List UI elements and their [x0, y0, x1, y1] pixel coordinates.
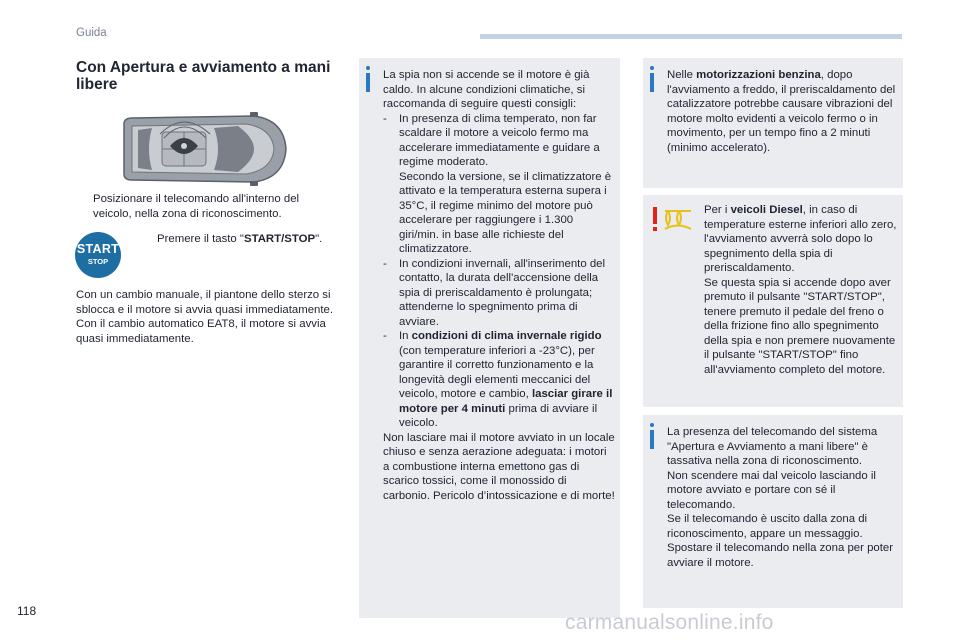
panel-a-text — [383, 68, 615, 503]
list-item — [383, 112, 615, 257]
panel-a-outro: Non lasciare mai il motore avviato in un locale chiuso e senza aerazione adeguata: i motori a combustione interna emettono gas di scarico tossici, come il monossido di carbonio. Pericolo d’intossicazione e di morte! — [383, 431, 615, 502]
info-panel-petrol — [643, 58, 903, 188]
panel-d-text — [667, 425, 897, 570]
left-paragraph — [76, 288, 346, 346]
info-icon — [366, 66, 370, 92]
list-item-text-2: Secondo la versione, se il climatizzatore è attivato e la temperatura esterna supera i 35°C, il regime minimo del motore può accelerare per raggiungere i 1.300 giri/min. in base alle richieste del climatizzatore. — [399, 170, 612, 255]
badge-bottom-text: STOP — [87, 257, 109, 266]
panel-a-intro: La spia non si accende se il motore è già caldo. In alcune condizioni climatiche, si raccomanda di seguire questi consigli: — [383, 69, 590, 110]
panel-b-text — [667, 68, 897, 155]
press-text — [131, 232, 346, 247]
start-stop-badge-icon — [75, 232, 121, 278]
info-panel-warm-engine — [359, 58, 620, 618]
bullet-text: Posizionare il telecomando all'interno del veicolo, nella zona di riconoscimento. — [93, 193, 300, 220]
left-para-line-2: Con il cambio automatico EAT8, il motore si avvia quasi immediatamente. — [76, 318, 326, 345]
press-bold: START/STOP — [243, 233, 316, 245]
page-number: 118 — [17, 604, 37, 618]
info-icon — [650, 66, 654, 92]
info-panel-remote — [643, 415, 903, 608]
header-section-label: Guida — [76, 27, 107, 39]
item3-bold-2: lasciar girare il motore per 4 minuti — [399, 388, 613, 415]
watermark: carmanualsonline.info — [565, 611, 774, 634]
panel-d-line-3: Se il telecomando è uscito dalla zona di riconoscimento, appare un messaggio. Spostare il telecomando nella zona per poter avviare il motore. — [667, 513, 894, 569]
list-dash: - — [383, 330, 387, 342]
panel-c-second: Se questa spia si accende dopo aver premuto il pulsante "START/STOP", tenere premuto il pedale del freno o della frizione fino allo spegnimento della spia e non premere nuovamente il pulsante "START/STOP" fino all'avviamento completo del motore. — [704, 276, 896, 376]
panel-b-bold: motorizzazioni benzina — [696, 69, 821, 81]
panel-c-first — [704, 203, 898, 276]
page-title: Con Apertura e avviamento a mani libere — [76, 59, 331, 93]
warning-panel-diesel — [643, 195, 903, 407]
panel-b-pre: Nelle — [667, 69, 697, 81]
item3-mid: (con temperature inferiori a -23°C), per garantire il corretto funzionamento e la longevità degli elementi meccanici del veicolo, motore e cambio, — [399, 344, 595, 400]
warning-exclamation-icon — [651, 205, 697, 233]
panel-c-bold: veicoli Diesel — [730, 204, 803, 216]
item3-bold: condizioni di clima invernale rigido — [411, 330, 602, 342]
badge-top-text: START — [76, 242, 120, 256]
panel-d-line-2: Non scendere mai dal veicolo lasciando il motore avviato e portare con sé il telecomando. — [667, 469, 876, 511]
panel-d-line-1: La presenza del telecomando del sistema "Apertura e Avviamento a mani libere" è tassativa nella zona di riconoscimento. — [667, 426, 878, 467]
item3-end: prima di avviare il veicolo. — [399, 402, 598, 429]
left-para-line-1: Con un cambio manuale, il piantone dello sterzo si sblocca e il motore si avvia quasi immediatamente. — [76, 289, 334, 316]
bullet-instruction — [76, 192, 336, 221]
list-item — [383, 329, 615, 431]
list-item-text — [399, 329, 615, 431]
list-dash: - — [383, 112, 387, 125]
press-suffix: ". — [315, 233, 323, 245]
list-item-text: In condizioni invernali, all'inserimento del contatto, la durata dell'accensione della spia di preriscaldamento è prolungata; attenderne lo spegnimento prima di avviare. — [399, 257, 606, 328]
panel-c-post: , in caso di temperature esterne inferiori allo zero, l'avviamento avverrà solo dopo lo spegnimento della spia di preriscaldamento. — [704, 204, 897, 274]
glow-plug-icon — [665, 211, 691, 229]
press-prefix: Premere il tasto " — [157, 233, 244, 245]
list-item — [383, 257, 615, 330]
list-dash: - — [383, 257, 387, 270]
header-bar — [480, 34, 902, 39]
info-icon — [650, 423, 654, 449]
item3-pre: In — [399, 330, 412, 342]
panel-c-text — [704, 203, 898, 377]
panel-c-pre: Per i — [704, 204, 731, 216]
press-instruction — [131, 232, 346, 247]
car-top-view-icon — [114, 110, 290, 188]
list-item-text: In presenza di clima temperato, non far scaldare il motore a veicolo fermo ma accelerare immediatamente e guidare a regime moderato. — [399, 112, 600, 168]
panel-b-post: , dopo l'avviamento a freddo, il preriscaldamento del catalizzatore potrebbe causare vibrazioni del motore molto evidenti a veicolo fermo o in movimento, per un tempo fino a 2 minuti (minimo accelerato). — [667, 69, 896, 154]
